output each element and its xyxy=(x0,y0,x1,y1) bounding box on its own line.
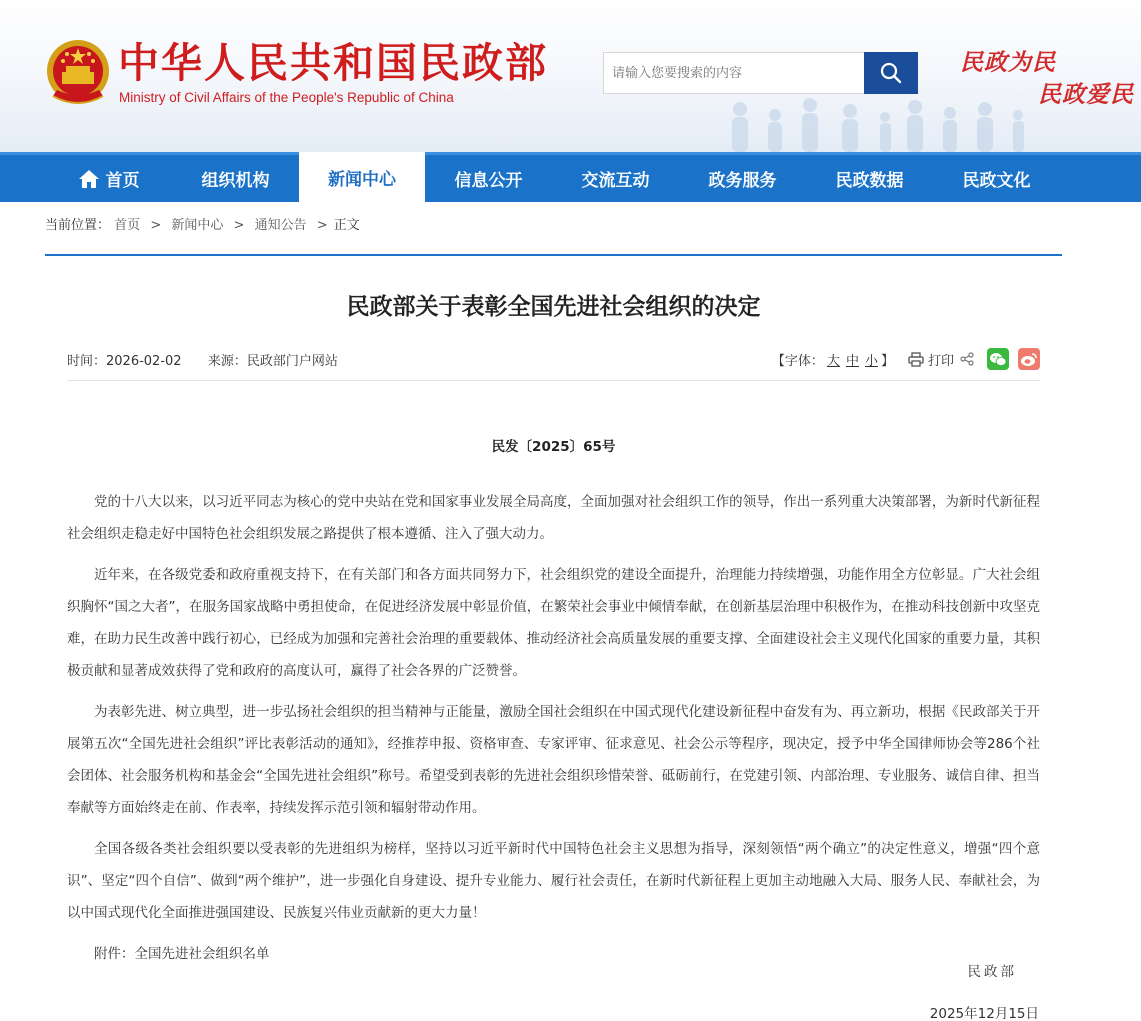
wechat-share-button[interactable] xyxy=(987,348,1009,370)
print-label: 打印 xyxy=(927,353,954,369)
article-body xyxy=(67,486,1040,979)
document-number: 民发〔2025〕65号 xyxy=(491,439,616,455)
nav-item-organization[interactable] xyxy=(172,155,299,202)
time-label: 时间： xyxy=(67,354,107,369)
nav-item-data[interactable] xyxy=(806,155,933,202)
home-icon xyxy=(78,169,100,189)
search-icon xyxy=(879,61,903,85)
search-input[interactable] xyxy=(603,52,865,94)
nav-item-information[interactable] xyxy=(425,155,552,202)
paragraph: 全国各级各类社会组织要以受表彰的先进组织为榜样，坚持以习近平新时代中国特色社会主义思想为指导，深刻领悟“两个确立”的决定性意义，增强“四个意识”、坚定“四个自信”、做到“两个维护”，进一步强化自身建设、提升专业能力、履行社会责任，在新时代新征程上更加主动地融入大局、服务人民、奉献社会，为以中国式现代化全面推进强国建设、民族复兴伟业贡献新的更大力量！ xyxy=(67,841,1040,921)
nav-item-interaction[interactable] xyxy=(552,155,679,202)
paragraph: 近年来，在各级党委和政府重视支持下，在有关部门和各方面共同努力下，社会组织党的建设全面提升，治理能力持续增强，功能作用全方位彰显。广大社会组织胸怀“国之大者”，在服务国家战略中勇担使命，在促进经济发展中彰显价值，在繁荣社会事业中倾情奉献，在创新基层治理中积极作为，在推动科技创新中攻坚克难，在助力民生改善中践行初心，已经成为加强和完善社会治理的重要载体、推动经济社会高质量发展的重要支撑、全面建设社会主义现代化国家的重要力量，其积极贡献和显著成效获得了党和政府的高度认可，赢得了社会各界的广泛赞誉。 xyxy=(67,567,1040,679)
font-size-large[interactable]: 大 xyxy=(826,353,840,369)
paragraph: 党的十八大以来，以习近平同志为核心的党中央站在党和国家事业发展全局高度，全面加强对社会组织工作的领导，作出一系列重大决策部署，为新时代新征程社会组织走稳走好中国特色社会组织发展之路提供了根本遵循、注入了强大动力。 xyxy=(67,494,1040,542)
breadcrumb-separator: > xyxy=(150,218,162,233)
nav-item-label: 民政数据 xyxy=(835,171,904,191)
content-top-divider xyxy=(45,254,1062,256)
breadcrumb xyxy=(45,214,360,233)
nav-item-label: 新闻中心 xyxy=(328,169,396,190)
signature: 民政部 xyxy=(967,964,1017,980)
nav-item-news-center[interactable] xyxy=(299,152,425,202)
article-meta xyxy=(67,350,338,369)
font-size-small[interactable]: 小 xyxy=(864,353,878,369)
print-button[interactable] xyxy=(908,350,954,369)
weibo-icon xyxy=(1020,352,1038,367)
article-tools xyxy=(772,348,1040,370)
breadcrumb-label: 当前位置： xyxy=(45,218,111,233)
nav-item-culture[interactable] xyxy=(933,155,1060,202)
slogan-line-2: 民政爱民 xyxy=(1038,81,1134,108)
nav-item-label: 信息公开 xyxy=(454,171,523,191)
site-subtitle: Ministry of Civil Affairs of the People's Republic of China xyxy=(119,90,454,105)
article-title: 民政部关于表彰全国先进社会组织的决定 xyxy=(346,294,761,320)
breadcrumb-notice-link[interactable]: 通知公告 xyxy=(254,218,307,233)
national-emblem-logo xyxy=(45,38,111,108)
breadcrumb-separator: > xyxy=(233,218,245,233)
font-size-medium[interactable]: 中 xyxy=(845,353,859,369)
breadcrumb-separator: > xyxy=(316,218,328,233)
breadcrumb-home-link[interactable]: 首页 xyxy=(114,218,141,233)
attachment-link[interactable]: 附件：全国先进社会组织名单 xyxy=(94,946,270,962)
nav-item-home[interactable] xyxy=(45,155,172,202)
breadcrumb-news-link[interactable]: 新闻中心 xyxy=(171,218,224,233)
nav-item-services[interactable] xyxy=(679,155,806,202)
font-size-controls xyxy=(772,350,894,369)
share-icon[interactable] xyxy=(960,352,974,366)
search-button[interactable] xyxy=(864,52,918,94)
site-title: 中华人民共和国民政部 xyxy=(118,39,548,87)
paragraph: 为表彰先进、树立典型，进一步弘扬社会组织的担当精神与正能量，激励全国社会组织在中国式现代化建设新征程中奋发有为、再立新功，根据《民政部关于开展第五次“全国先进社会组织”评比表彰活动的通知》，经推荐申报、资格审查、专家评审、征求意见、社会公示等程序，现决定，授予中华全国律师协会等286个社会团体、社会服务机构和基金会“全国先进社会组织”称号。希望受到表彰的先进社会组织珍惜荣誉、砥砺前行，在党建引领、内部治理、专业服务、诚信自律、担当奉献等方面始终走在前、作表率，持续发挥示范引领和辐射带动作用。 xyxy=(67,704,1040,816)
source-label: 来源： xyxy=(207,354,247,369)
font-size-label: 【字体： xyxy=(771,353,824,369)
slogan-line-1: 民政为民 xyxy=(960,49,1056,76)
breadcrumb-current: 正文 xyxy=(333,218,360,233)
printer-icon xyxy=(908,352,924,367)
wechat-icon xyxy=(989,352,1007,367)
weibo-share-button[interactable] xyxy=(1018,348,1040,370)
nav-item-label: 交流互动 xyxy=(581,171,650,191)
site-header xyxy=(0,0,1141,152)
nav-item-label: 民政文化 xyxy=(962,171,1031,191)
nav-item-label: 组织机构 xyxy=(201,171,270,191)
font-size-close: 】 xyxy=(880,353,894,369)
signature-date: 2025年12月15日 xyxy=(929,1006,1039,1021)
publish-time: 2026-02-02 xyxy=(106,354,182,369)
main-nav xyxy=(0,152,1141,202)
article-source: 民政部门户网站 xyxy=(246,354,338,369)
nav-item-label: 政务服务 xyxy=(708,171,777,191)
nav-item-label: 首页 xyxy=(105,171,140,191)
meta-divider xyxy=(67,380,1040,381)
